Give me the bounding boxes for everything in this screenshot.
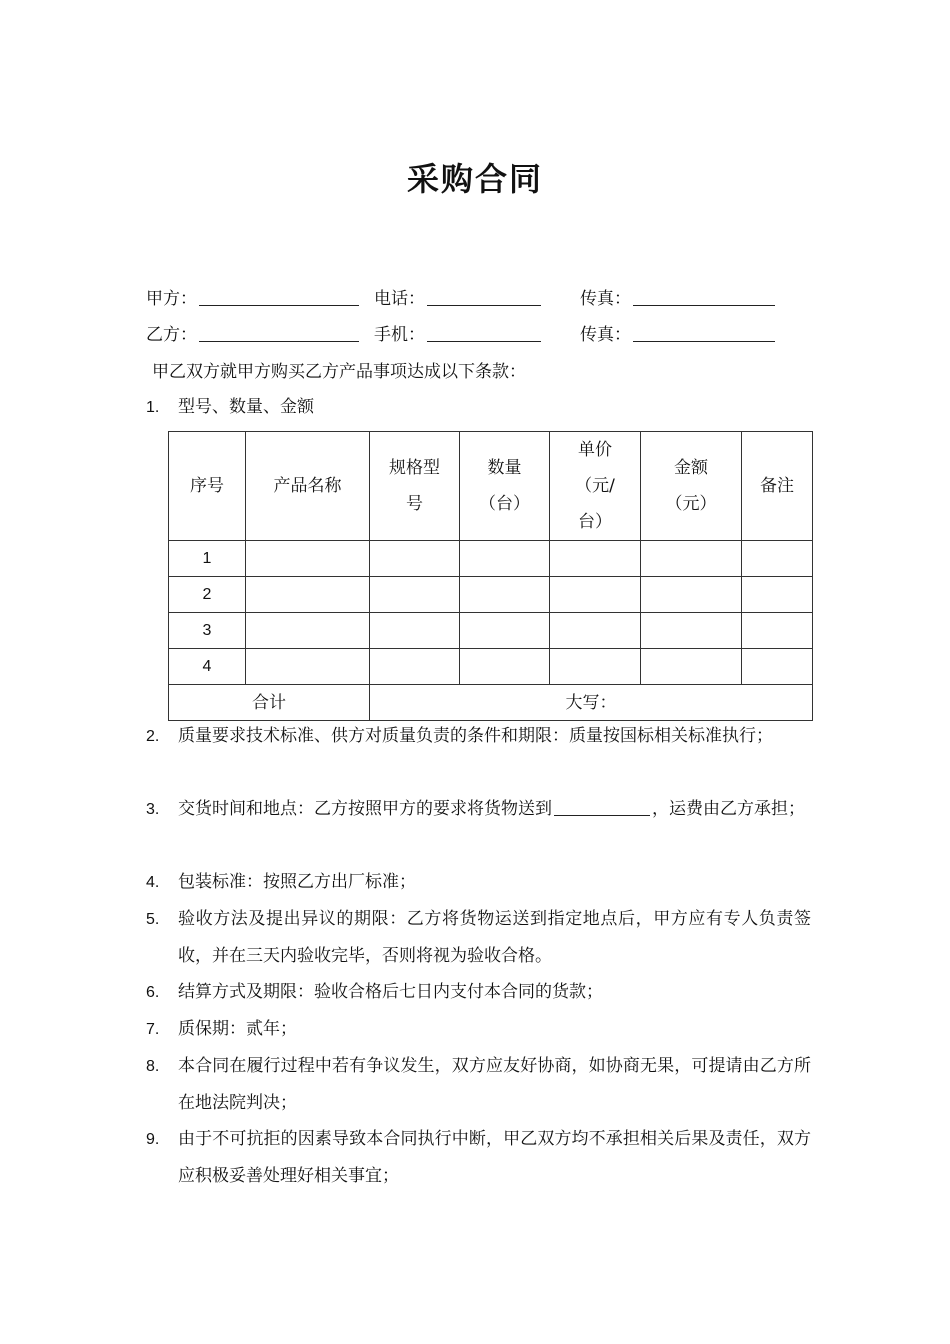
- clause-3: [146, 791, 811, 828]
- table-cell[interactable]: [246, 541, 370, 577]
- table-cell[interactable]: [246, 577, 370, 613]
- party-b-mobile-label: 手机：: [374, 325, 425, 345]
- row-index: 3: [169, 613, 246, 649]
- clause-2: [146, 718, 811, 755]
- table-cell[interactable]: [641, 613, 742, 649]
- table-cell[interactable]: [742, 613, 813, 649]
- document-title: 采购合同: [406, 160, 543, 198]
- table-cell[interactable]: [550, 577, 641, 613]
- uppercase-amount-label[interactable]: 大写：: [370, 685, 813, 721]
- clause-9: [146, 1121, 811, 1195]
- clause-text: 结算方式及期限：验收合格后七日内支付本合同的货款；: [178, 982, 603, 1002]
- clause-4: [146, 864, 811, 901]
- delivery-location-blank[interactable]: [554, 797, 650, 816]
- table-cell[interactable]: [370, 577, 460, 613]
- row-index: 2: [169, 577, 246, 613]
- header-cell: 产品名称: [246, 432, 370, 541]
- clause-text-before: 交货时间和地点：乙方按照甲方的要求将货物送到: [178, 799, 552, 819]
- table-cell[interactable]: [742, 649, 813, 685]
- party-a-fax-label: 传真：: [580, 289, 631, 309]
- header-cell: 序号: [169, 432, 246, 541]
- header-cell: 数量 （台）: [460, 432, 550, 541]
- table-cell[interactable]: [641, 577, 742, 613]
- table-row: [169, 577, 813, 613]
- table-cell[interactable]: [460, 613, 550, 649]
- clause-number: 5.: [146, 911, 160, 928]
- header-cell: 规格型 号: [370, 432, 460, 541]
- table-row: [169, 541, 813, 577]
- clause-text: 包装标准：按照乙方出厂标准；: [178, 872, 416, 892]
- clause-number: 3.: [146, 801, 160, 818]
- clause-number: 6.: [146, 984, 160, 1001]
- clause-1: [146, 389, 811, 426]
- clause-6: [146, 974, 811, 1011]
- table-cell[interactable]: [460, 577, 550, 613]
- party-b-blank[interactable]: [199, 323, 359, 342]
- table-cell[interactable]: [460, 541, 550, 577]
- table-cell[interactable]: [370, 541, 460, 577]
- clause-text: 验收方法及提出异议的期限：乙方将货物运送到指定地点后，甲方应有专人负责签收，并在三天内验收完毕，否则将视为验收合格。: [178, 909, 811, 966]
- table-cell[interactable]: [246, 649, 370, 685]
- party-a-fax-blank[interactable]: [633, 287, 775, 306]
- table-cell[interactable]: [246, 613, 370, 649]
- row-index: 4: [169, 649, 246, 685]
- goods-table: [168, 431, 813, 721]
- party-a-label: 甲方：: [146, 289, 197, 309]
- clause-text: [178, 791, 811, 828]
- table-cell[interactable]: [550, 613, 641, 649]
- table-cell[interactable]: [641, 541, 742, 577]
- table-header-row: [169, 432, 813, 541]
- table-cell[interactable]: [550, 649, 641, 685]
- table-cell[interactable]: [641, 649, 742, 685]
- clause-number: 8.: [146, 1058, 160, 1075]
- header-cell: 单价 （元/ 台）: [550, 432, 641, 541]
- total-label: 合计: [169, 685, 370, 721]
- party-b-fax-blank[interactable]: [633, 323, 775, 342]
- clause-text: 质量要求技术标准、供方对质量负责的条件和期限：质量按国标相关标准执行；: [178, 726, 773, 746]
- party-a-phone-blank[interactable]: [427, 287, 541, 306]
- table-row: [169, 649, 813, 685]
- header-cell: 备注: [742, 432, 813, 541]
- party-b-fax-label: 传真：: [580, 325, 631, 345]
- party-b-mobile-blank[interactable]: [427, 323, 541, 342]
- table-total-row: [169, 685, 813, 721]
- clause-number: 2.: [146, 728, 160, 745]
- clause-text: 本合同在履行过程中若有争议发生，双方应友好协商，如协商无果，可提请由乙方所在地法院判决；: [178, 1056, 811, 1113]
- table-cell[interactable]: [550, 541, 641, 577]
- table-cell[interactable]: [460, 649, 550, 685]
- row-index: 1: [169, 541, 246, 577]
- clause-text-after: ，运费由乙方承担；: [652, 799, 805, 819]
- intro-text: 甲乙双方就甲方购买乙方产品事项达成以下条款：: [152, 362, 526, 382]
- party-a-phone-label: 电话：: [374, 289, 425, 309]
- clause-8: [146, 1048, 811, 1122]
- clause-number: 1.: [146, 399, 160, 416]
- clause-5: [146, 901, 811, 975]
- table-row: [169, 613, 813, 649]
- header-cell: 金额 （元）: [641, 432, 742, 541]
- clause-7: [146, 1011, 811, 1048]
- clause-number: 9.: [146, 1131, 160, 1148]
- clause-text: 型号、数量、金额: [178, 397, 314, 417]
- clause-text: 质保期：贰年；: [178, 1019, 297, 1039]
- party-a-blank[interactable]: [199, 287, 359, 306]
- table-cell[interactable]: [742, 577, 813, 613]
- party-b-label: 乙方：: [146, 325, 197, 345]
- table-cell[interactable]: [370, 649, 460, 685]
- table-cell[interactable]: [370, 613, 460, 649]
- clause-number: 7.: [146, 1021, 160, 1038]
- table-cell[interactable]: [742, 541, 813, 577]
- clause-text: 由于不可抗拒的因素导致本合同执行中断，甲乙双方均不承担相关后果及责任，双方应积极妥善处理好相关事宜；: [178, 1129, 811, 1186]
- clause-number: 4.: [146, 874, 160, 891]
